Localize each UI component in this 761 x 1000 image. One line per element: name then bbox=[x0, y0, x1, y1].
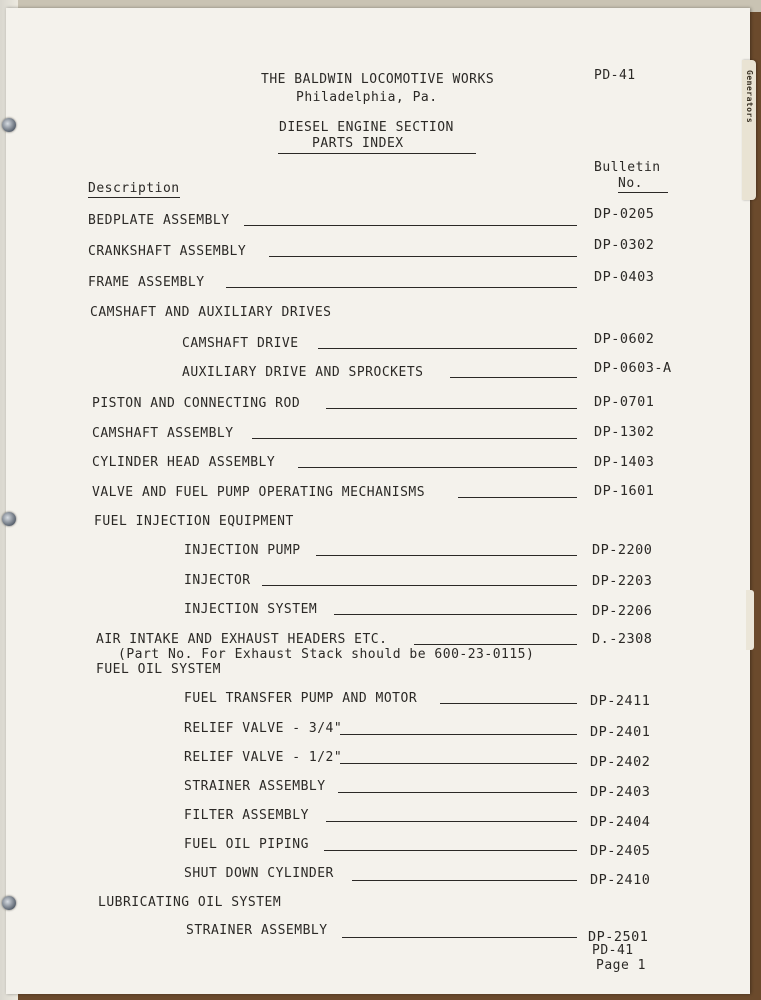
leader-line bbox=[326, 821, 577, 822]
binder-ring bbox=[2, 512, 16, 526]
entry-description: FUEL TRANSFER PUMP AND MOTOR bbox=[184, 691, 418, 706]
bulletin-code: DP-2405 bbox=[590, 843, 651, 859]
entry-description: INJECTION SYSTEM bbox=[184, 602, 318, 617]
bulletin-code: DP-2200 bbox=[592, 542, 653, 558]
bulletin-code: DP-2206 bbox=[592, 603, 653, 619]
title-underline bbox=[278, 153, 476, 154]
bulletin-code: DP-2501 bbox=[588, 929, 649, 945]
leader-line bbox=[324, 850, 577, 851]
company-city: Philadelphia, Pa. bbox=[296, 90, 438, 105]
entry-description: CAMSHAFT DRIVE bbox=[182, 336, 299, 351]
footer-document-number: PD-41 bbox=[592, 943, 634, 958]
entry-description: FRAME ASSEMBLY bbox=[88, 275, 205, 290]
leader-line bbox=[458, 497, 577, 498]
binder-ring bbox=[2, 118, 16, 132]
bulletin-code: DP-2404 bbox=[590, 814, 651, 830]
entry-description: PISTON AND CONNECTING ROD bbox=[92, 396, 301, 411]
section-heading: CAMSHAFT AND AUXILIARY DRIVES bbox=[90, 305, 332, 320]
leader-line bbox=[318, 348, 577, 349]
entry-description: CRANKSHAFT ASSEMBLY bbox=[88, 244, 247, 259]
entry-description: FILTER ASSEMBLY bbox=[184, 808, 309, 823]
bulletin-code: DP-2403 bbox=[590, 784, 651, 800]
leader-line bbox=[298, 467, 577, 468]
bulletin-code: DP-1403 bbox=[594, 454, 655, 470]
entry-description: CYLINDER HEAD ASSEMBLY bbox=[92, 455, 276, 470]
leader-line bbox=[352, 880, 577, 881]
leader-line bbox=[450, 377, 577, 378]
document-page bbox=[6, 8, 750, 994]
bulletin-code: DP-0602 bbox=[594, 331, 655, 347]
entry-description: RELIEF VALVE - 3/4" bbox=[184, 721, 343, 736]
bulletin-code: DP-2410 bbox=[590, 872, 651, 888]
bulletin-code: DP-0701 bbox=[594, 394, 655, 410]
bulletin-code: D.-2308 bbox=[592, 631, 653, 647]
section-heading: FUEL OIL SYSTEM bbox=[96, 662, 221, 677]
entry-description: INJECTION PUMP bbox=[184, 543, 301, 558]
leader-line bbox=[226, 287, 577, 288]
bulletin-code: DP-0205 bbox=[594, 206, 655, 222]
index-tab-label: Generators bbox=[745, 70, 754, 124]
bulletin-code: DP-1601 bbox=[594, 483, 655, 499]
entry-description: SHUT DOWN CYLINDER bbox=[184, 866, 334, 881]
leader-line bbox=[414, 644, 577, 645]
section-heading: LUBRICATING OIL SYSTEM bbox=[98, 895, 282, 910]
entry-description: BEDPLATE ASSEMBLY bbox=[88, 213, 230, 228]
entry-description: FUEL OIL PIPING bbox=[184, 837, 309, 852]
bulletin-code: DP-0302 bbox=[594, 237, 655, 253]
bulletin-code: DP-2402 bbox=[590, 754, 651, 770]
binder-ring bbox=[2, 896, 16, 910]
entry-description: AIR INTAKE AND EXHAUST HEADERS ETC. bbox=[96, 632, 388, 647]
entry-description: RELIEF VALVE - 1/2" bbox=[184, 750, 343, 765]
entry-description: STRAINER ASSEMBLY bbox=[184, 779, 326, 794]
page-number: Page 1 bbox=[596, 958, 646, 973]
leader-line bbox=[244, 225, 577, 226]
description-header: Description bbox=[88, 181, 180, 196]
entry-description: STRAINER ASSEMBLY bbox=[186, 923, 328, 938]
entry-description: CAMSHAFT ASSEMBLY bbox=[92, 426, 234, 441]
bulletin-code: DP-2411 bbox=[590, 693, 651, 709]
bulletin-code: DP-2401 bbox=[590, 724, 651, 740]
leader-line bbox=[342, 937, 577, 938]
index-title: PARTS INDEX bbox=[312, 136, 404, 151]
leader-line bbox=[340, 734, 577, 735]
leader-line bbox=[269, 256, 577, 257]
leader-line bbox=[334, 614, 577, 615]
section-heading: FUEL INJECTION EQUIPMENT bbox=[94, 514, 294, 529]
bulletin-code: DP-1302 bbox=[594, 424, 655, 440]
entry-note: (Part No. For Exhaust Stack should be 600-23-0115) bbox=[118, 647, 535, 662]
leader-line bbox=[440, 703, 577, 704]
bulletin-code: DP-2203 bbox=[592, 573, 653, 589]
document-number: PD-41 bbox=[594, 68, 636, 83]
leader-line bbox=[316, 555, 577, 556]
bulletin-code: DP-0603-A bbox=[594, 360, 672, 376]
leader-line bbox=[326, 408, 577, 409]
leader-line bbox=[262, 585, 577, 586]
entry-description: INJECTOR bbox=[184, 573, 251, 588]
bulletin-header: Bulletin bbox=[594, 160, 661, 175]
leader-line bbox=[340, 763, 577, 764]
bulletin-number-header: No. bbox=[618, 176, 668, 193]
leader-line bbox=[252, 438, 577, 439]
bulletin-code: DP-0403 bbox=[594, 269, 655, 285]
leader-line bbox=[338, 792, 577, 793]
section-title: DIESEL ENGINE SECTION bbox=[279, 120, 454, 135]
entry-description: AUXILIARY DRIVE AND SPROCKETS bbox=[182, 365, 424, 380]
index-tab-lower[interactable] bbox=[746, 590, 754, 650]
entry-description: VALVE AND FUEL PUMP OPERATING MECHANISMS bbox=[92, 485, 426, 500]
company-name: THE BALDWIN LOCOMOTIVE WORKS bbox=[261, 72, 495, 87]
